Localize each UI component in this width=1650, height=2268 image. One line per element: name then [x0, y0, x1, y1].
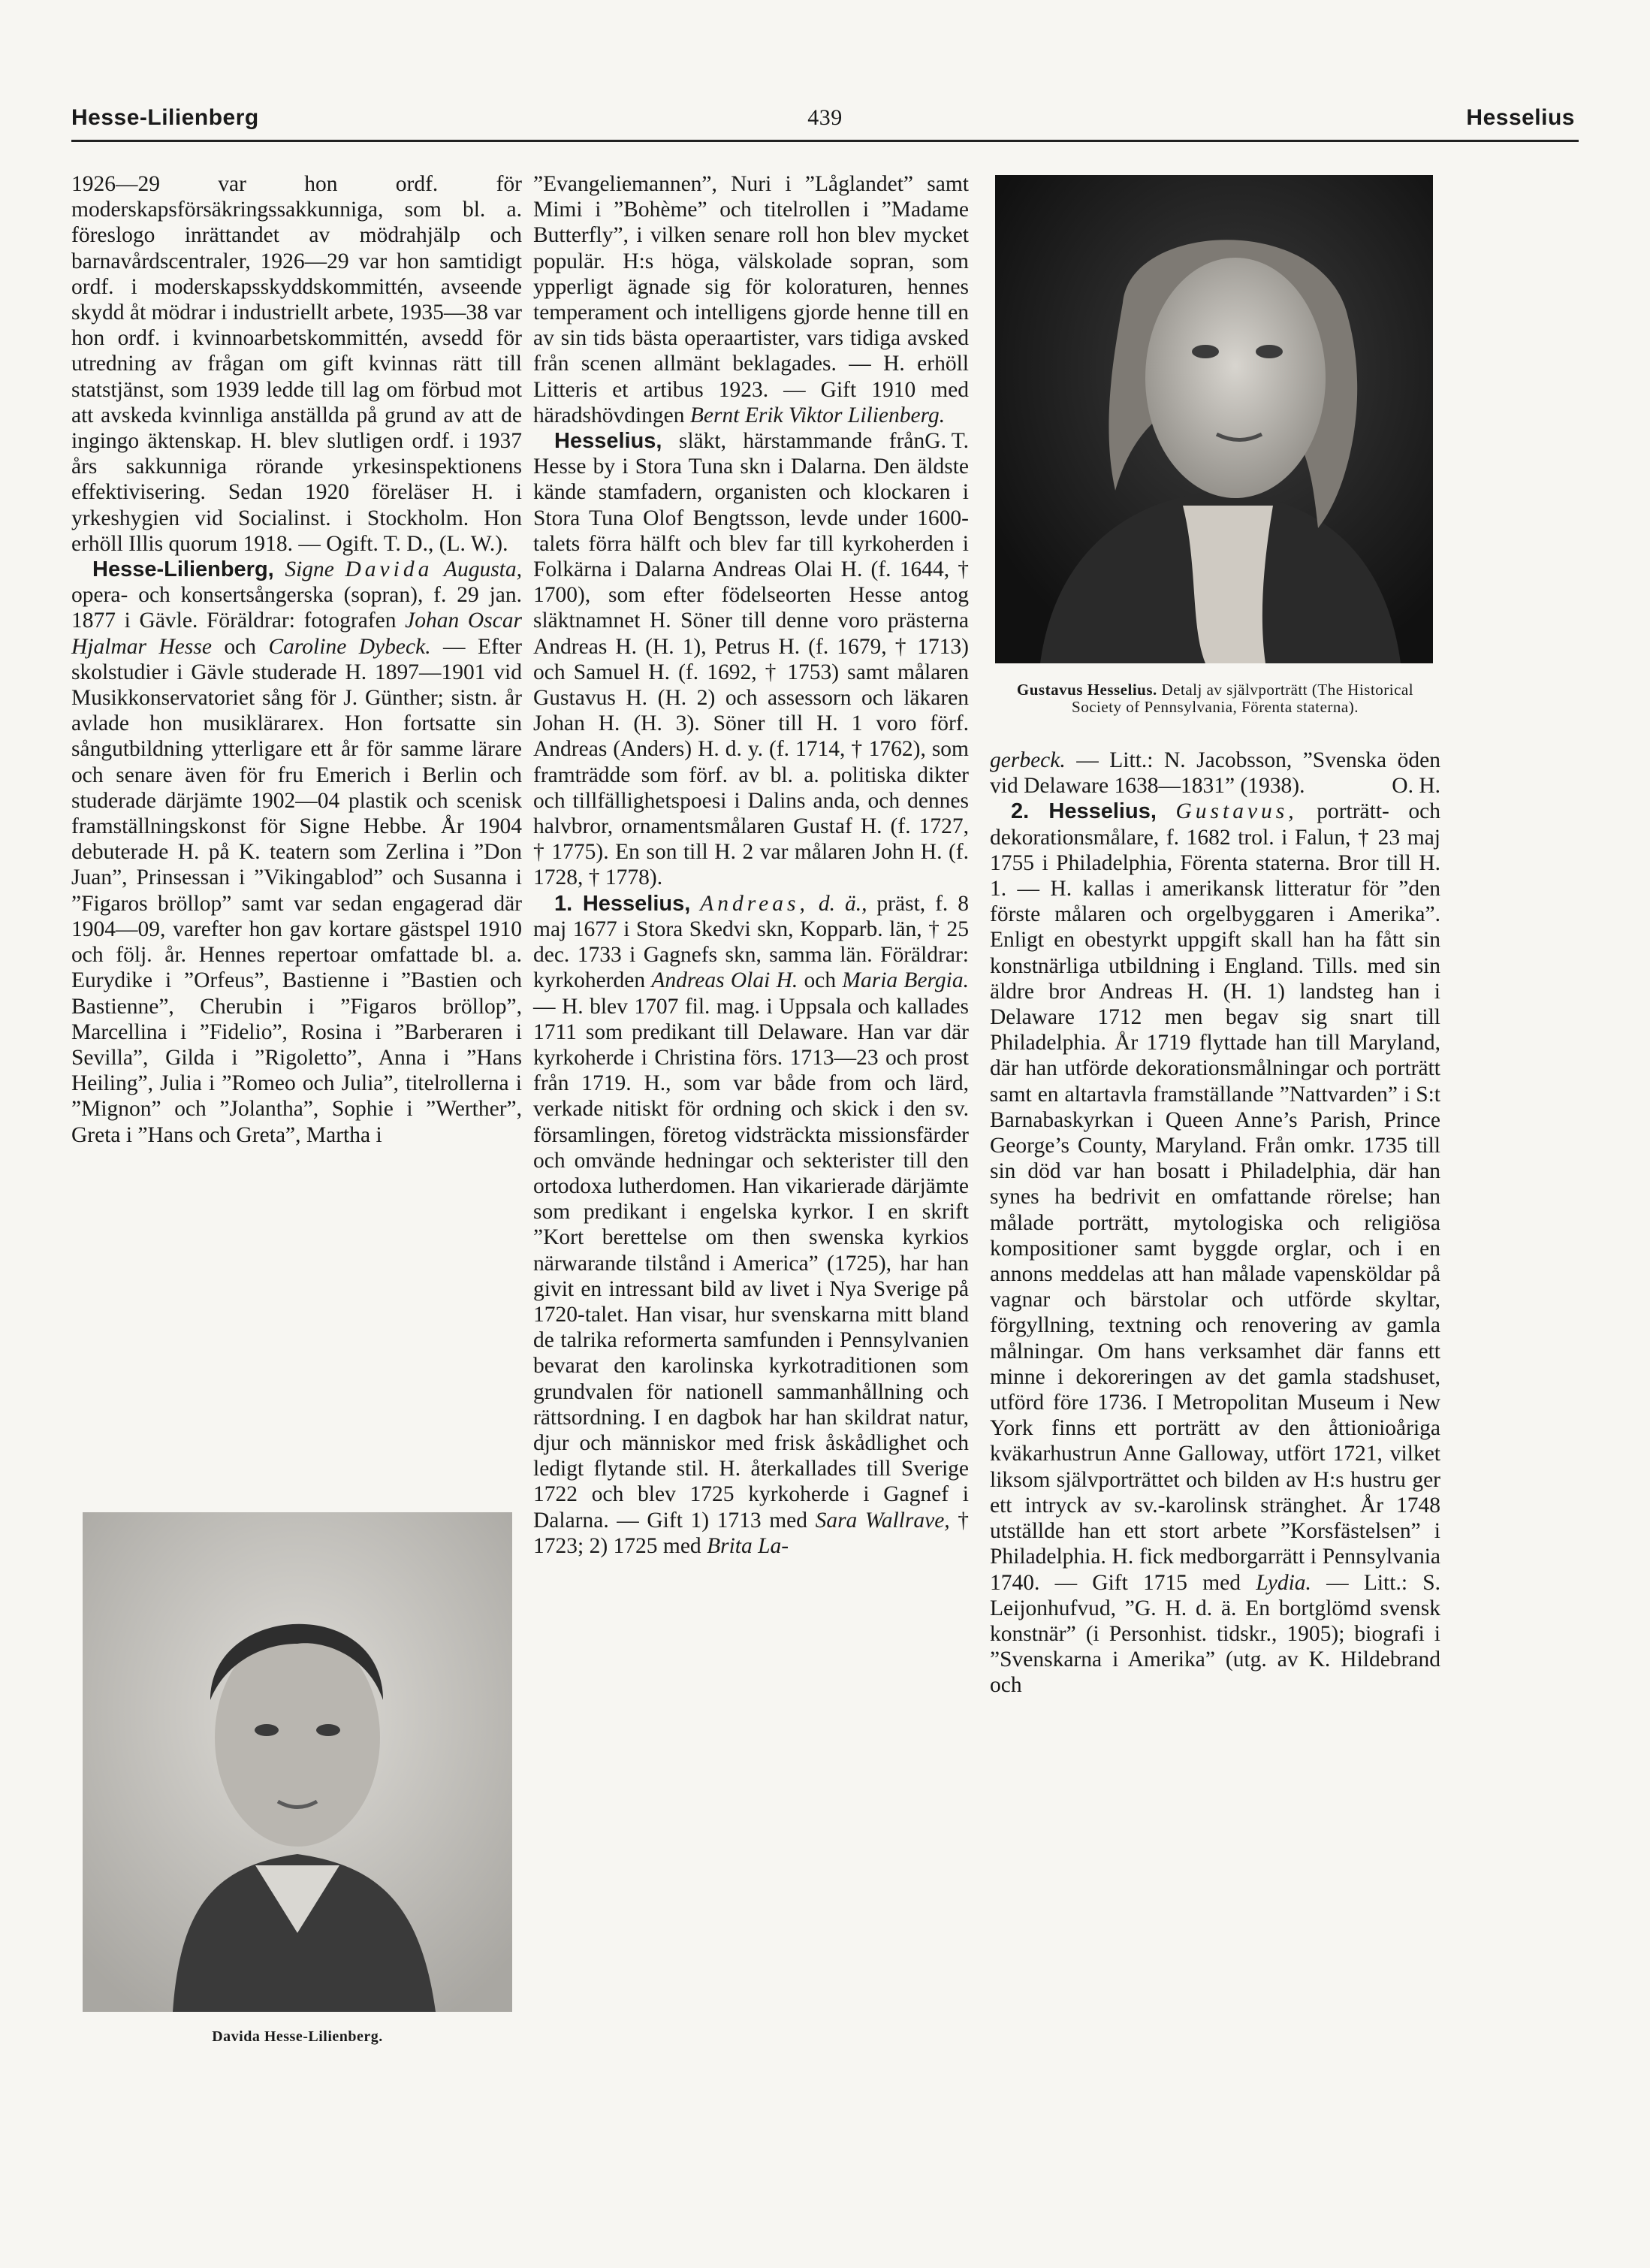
running-head-right: Hesselius	[1466, 105, 1575, 130]
given-name: Gustavus,	[1175, 799, 1298, 824]
entry-hesselius-family: Hesselius, släkt, härstammande från Hesse by i Stora Tuna skn i Dalarna. Den äldste kände stamfadern, organisten och klockaren i Stora Tuna Olof Bengtsson, levde under 1600-talets förra hälft och blev far till kyrkoherden i Folkärna i Dalarna Andreas Olai H. (f. 1644, † 1700), som efter födelseorten Hesse antog släktnamnet H. Söner till denne voro prästerna Andreas H. (H. 1), Petrus H. (f. 1679, † 1713) och Samuel H. (f. 1692, † 1753) samt målaren Gustavus H. (H. 2) och assessorn och läkaren Johan H. (H. 3). Söner till H. 1 voro förf. Andreas (Anders) H. d. y. (f. 1714, † 1762), som framträdde som förf. av bl. a. politiska dikter och tillfällighetspoesi i Dalins anda, och dennes halvbror, ornamentsmålaren Gustaf H. (f. 1727, † 1775). En son till H. 2 var målaren John H. (f. 1728, † 1778).	[533, 429, 969, 890]
portrait-illustration	[995, 175, 1433, 663]
parent-mother: Caroline Dybeck.	[268, 634, 431, 659]
entry-gustavus-hesselius: 2. Hesselius, Gustavus, porträtt- och dekorationsmålare, f. 1682 trol. i Falun, † 23 maj 1755 i Philadelphia, Förenta staterna. Bror till H. 1. — H. kallas i amerikansk litteratur för ”den förste målaren och orgelbyggaren i Amerika”. Enligt en obestyrkt uppgift skall han ha fått sin konstnärliga utbildning i England. Tills. med sin äldre bror Andreas H. (H. 1) landsteg han i Delaware 1712 men begav sig snart till Philadelphia. År 1719 flyttade han till Maryland, där han utförde dekorationsmålningar och porträtt samt en altartavla framställande ”Nattvarden” i S:t Barnabaskyrkan i Queen Anne’s Parish, Prince George’s County, Maryland. Från omkr. 1735 till sin död var han bosatt i Philadelphia, där han synes ha bedrivit en omfattande rörelse; han målade porträtt, mytologiska och religiösa kompositioner samt byggde orglar, och i en annons meddelas att han målade vapensköldar på vagnar och bärstolar och utförde skyltar, förgyllning, textning och renovering av gamla målningar. Om hans verksamhet där fanns ett minne i dekoreringen av det gamla stadshuset, utförd före 1736. I Metropolitan Museum i New York finns ett porträtt av den åttionioåriga kväkarhustrun Anne Galloway, utfört 1721, vilket liksom självporträttet och bilden av H:s hustru ger ett intryck av sv.-karolinsk stränghet. År 1748 utställde han ett stort arbete ”Korsfästelsen” i Philadelphia. H. fick medborgarrätt i Pennsylvania 1740. — Gift 1715 med Lydia. — Litt.: S. Leijonhufvud, ”G. H. d. ä. En bortglömd svensk konstnär” (i Personhist. tidskr., 1905); biografi i ”Svenskarna i Amerika” (utg. av K. Hildebrand och	[990, 799, 1441, 1698]
given-name-2: Augusta,	[443, 557, 522, 582]
caption-davida: Davida Hesse-Lilienberg.	[212, 2028, 383, 2045]
given-name: Andreas,	[700, 891, 809, 916]
wife-2: Brita La-	[707, 1533, 789, 1558]
portrait-illustration	[83, 1512, 512, 2012]
signature: G. T.	[925, 429, 969, 454]
called-name: Davida	[345, 557, 433, 582]
paragraph-continued-3: gerbeck. — Litt.: N. Jacobsson, ”Svenska öden vid Delaware 1638—1831” (1938). O. H.	[990, 748, 1440, 799]
running-head-left: Hesse-Lilienberg	[71, 105, 259, 130]
caption-gustavus: Gustavus Hesselius. Detalj av självporträtt (The Historical Society of Pennsylvania, Förenta staterna).	[1016, 681, 1414, 716]
column-3	[990, 747, 1440, 1699]
wife-1: Sara Wallrave,	[815, 1508, 950, 1533]
paragraph-continued: 1926—29 var hon ordf. för moderskapsförsäkringssakkunniga, som bl. a. föreslogo inrättandet av mödrahjälp och barnavårdscentraler, 1926—29 var hon samtidigt ordf. i moderskapsskyddskommittén, avseende skydd åt mödrar i industriellt arbete, 1935—38 var hon ordf. i kvinnoarbetskommittén, avsedd för utredning av frågan om gift kvinnas rätt till statstjänst, som 1939 ledde till lag om förbud mot att avskeda kvinnliga anställda på grund av att de ingingo äktenskap. H. blev slutligen ordf. i 1937 års sakkunniga rörande yrkesinspektionens effektivisering. Sedan 1920 föreläser H. i yrkeshygien vid Socialinst. i Stockholm. Hon erhöll Illis quorum 1918. — Ogift. T. D., (L. W.).	[71, 172, 522, 556]
caption-name: Gustavus Hesselius.	[1016, 681, 1157, 699]
entry-heading: Hesse-Lilienberg,	[92, 557, 274, 582]
parent-father: Johan Oscar Hjalmar Hesse	[71, 609, 523, 659]
given-name: Signe	[285, 557, 334, 582]
entry-hesse-lilienberg: Hesse-Lilienberg, Signe Davida Augusta, opera- och konsertsångerska (sopran), f. 29 jan. 1877 i Gävle. Föräldrar: fotografen Johan Oscar Hjalmar Hesse och Caroline Dybeck. — Efter skolstudier i Gävle studerade H. 1897—1901 vid Musikkonservatoriet sång för J. Günther; sistn. år avlade hon musiklärarex. Hon fortsatte sin sångutbildning ytterligare ett år för samme lärare och senare även för fru Emerich i Berlin och studerade därjämte 1902—04 plastik och scenisk framställningskonst för Signe Hebbe. År 1904 debuterade H. på K. teatern som Zerlina i ”Don Juan”, Prinsessan i ”Vikingablod” och Susanna i ”Figaros bröllop” samt var sedan engagerad där 1904—09, varefter hon gav kortare gästspel 1910 och följ. år. Hennes repertoar omfattade bl. a. Eurydike i ”Orfeus”, Bastienne i ”Bastien och Bastienne”, Cherubin i ”Figaros bröllop”, Marcellina i ”Fidelio”, Rosina i ”Barberaren i Sevilla”, Gilda i ”Rigoletto”, Anna i ”Hans Heiling”, Julia i ”Romeo och Julia”, titelrollerna i ”Mignon” och ”Jolantha”, Sophie i ”Werther”, Greta i ”Hans och Greta”, Martha i	[71, 557, 523, 1147]
portrait-photo-gustavus	[995, 175, 1433, 663]
paragraph-continued-2: ”Evangeliemannen”, Nuri i ”Låglandet” samt Mimi i ”Bohème” och titelrollen i ”Madame Butterfly”, i vilken senare roll hon blev mycket populär. H:s höga, välskolade sopran, som ypperligt ägnade sig för koloraturen, hennes temperament och intelligens gjorde henne till en av sin tids bästa operaartister, vars tidiga avsked från scenen allmänt beklagades. — H. erhöll Litteris et artibus 1923. — Gift 1910 med häradshövdingen Bernt Erik Viktor Lilienberg. G. T.	[533, 172, 969, 454]
column-2	[533, 171, 969, 1559]
entry-heading: 2. Hesselius,	[1011, 799, 1157, 824]
portrait-photo-davida	[83, 1512, 512, 2012]
parent-father: Andreas Olai H.	[651, 968, 798, 993]
wife-name: Lydia.	[1256, 1570, 1311, 1595]
header-rule	[71, 140, 1579, 142]
entry-andreas-hesselius: 1. Hesselius, Andreas, d. ä., präst, f. 8 maj 1677 i Stora Skedvi skn, Kopparb. län, † 25 dec. 1733 i Gagnefs skn, samma län. Föräldrar: kyrkoherden Andreas Olai H. och Maria Bergia. — H. blev 1707 fil. mag. i Uppsala och kallades 1711 som predikant till Delaware. Han var där kyrkoherde i Christina förs. 1713—23 och prost från 1719. H., som var både from och lärd, verkade nitiskt för ordning och skick i den sv. församlingen, företog vidsträckta missionsfärder och omvände hedningar och sekterister till den ortodoxa lutherdomen. Han vikarierade därjämte som predikant i engelska kyrkor. I en skrift ”Kort berettelse om then swenska kyrkios närwarande tilstånd i America” (1725), har han givit en intressant bild av livet i Nya Sverige på 1720-talet. Han visar, hur svenskarna mitt bland de talrika reformerta samfunden i Pennsylvanien bevarat den karolinska kyrkotraditionen som grundvalen för nationell sammanhållning och rättsordning. I en dagbok har han skildrat natur, djur och människor med frisk åskådlighet och ledigt flytande stil. H. återkallades till Sverige 1722 och blev 1725 kyrkoherde i Gagnef i Dalarna. — Gift 1) 1713 med Sara Wallrave, † 1723; 2) 1725 med Brita La-	[533, 891, 970, 1558]
spouse-name: Bernt Erik Viktor Lilienberg.	[689, 403, 946, 427]
signature: O. H.	[1392, 774, 1440, 799]
entry-heading: 1. Hesselius,	[554, 891, 691, 916]
page-number: 439	[807, 105, 843, 130]
column-1	[71, 171, 522, 1148]
parent-mother: Maria Bergia.	[842, 968, 969, 993]
entry-heading: Hesselius,	[554, 429, 662, 454]
